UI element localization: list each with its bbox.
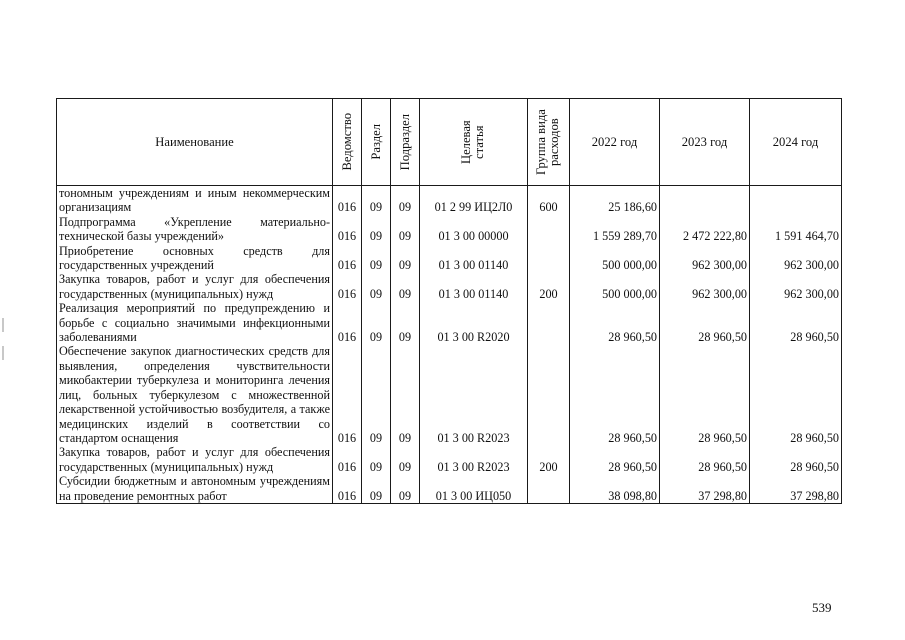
table-row xyxy=(57,186,842,215)
row-subsection: 09 xyxy=(391,244,420,273)
row-subsection: 09 xyxy=(391,344,420,445)
row-subsection: 09 xyxy=(391,215,420,244)
row-dept: 016 xyxy=(333,301,362,344)
row-2024: 1 591 464,70 xyxy=(750,215,842,244)
row-dept: 016 xyxy=(333,244,362,273)
row-target: 01 3 00 R2023 xyxy=(420,445,528,474)
row-2022: 28 960,50 xyxy=(570,445,660,474)
row-subsection: 09 xyxy=(391,186,420,215)
row-2023: 962 300,00 xyxy=(660,272,750,301)
row-section: 09 xyxy=(362,186,391,215)
scan-artifact xyxy=(2,346,4,360)
row-target: 01 3 00 R2023 xyxy=(420,344,528,445)
table-row xyxy=(57,272,842,301)
header-target: Целевая статья xyxy=(420,99,528,186)
header-expense-group: Группа вида расходов xyxy=(528,99,570,186)
row-target: 01 3 00 01140 xyxy=(420,272,528,301)
header-section: Раздел xyxy=(362,99,391,186)
row-2024: 28 960,50 xyxy=(750,445,842,474)
row-2024: 962 300,00 xyxy=(750,244,842,273)
row-dept: 016 xyxy=(333,215,362,244)
header-2024: 2024 год xyxy=(750,99,842,186)
row-name: тономным учреждениям и иным некоммерческим организациям xyxy=(57,186,333,215)
row-section: 09 xyxy=(362,474,391,503)
row-name: Реализация мероприятий по предупреждению и борьбе с социально значимыми инфекционными заболеваниями xyxy=(57,301,333,344)
row-group xyxy=(528,344,570,445)
row-name: Приобретение основных средств для государственных учреждений xyxy=(57,244,333,273)
row-dept: 016 xyxy=(333,474,362,503)
row-section: 09 xyxy=(362,301,391,344)
budget-table xyxy=(56,98,842,504)
table-row xyxy=(57,244,842,273)
row-name: Закупка товаров, работ и услуг для обеспечения государственных (муниципальных) нужд xyxy=(57,272,333,301)
table-header-row xyxy=(57,99,842,186)
row-2024: 962 300,00 xyxy=(750,272,842,301)
row-2023: 28 960,50 xyxy=(660,344,750,445)
header-name: Наименование xyxy=(57,99,333,186)
row-group xyxy=(528,244,570,273)
row-subsection: 09 xyxy=(391,474,420,503)
row-2024: 28 960,50 xyxy=(750,301,842,344)
row-section: 09 xyxy=(362,445,391,474)
row-2022: 28 960,50 xyxy=(570,344,660,445)
row-name: Подпрограмма «Укрепление материально-технической базы учреждений» xyxy=(57,215,333,244)
table-row xyxy=(57,215,842,244)
row-section: 09 xyxy=(362,215,391,244)
row-dept: 016 xyxy=(333,344,362,445)
row-subsection: 09 xyxy=(391,272,420,301)
row-name: Закупка товаров, работ и услуг для обеспечения государственных (муниципальных) нужд xyxy=(57,445,333,474)
row-2023: 37 298,80 xyxy=(660,474,750,503)
header-subsection: Подраздел xyxy=(391,99,420,186)
row-name: Обеспечение закупок диагностических средств для выявления, определения чувствительности микобактерии туберкулеза и мониторинга лечения лиц, больных туберкулезом с множественной лекарственной устойчивостью возбудителя, а также медицинских изделий в соответствии со стандартом оснащения xyxy=(57,344,333,445)
row-group: 200 xyxy=(528,272,570,301)
row-dept: 016 xyxy=(333,186,362,215)
row-2023: 962 300,00 xyxy=(660,244,750,273)
row-2023: 28 960,50 xyxy=(660,301,750,344)
row-2022: 500 000,00 xyxy=(570,272,660,301)
row-section: 09 xyxy=(362,244,391,273)
header-dept: Ведомство xyxy=(333,99,362,186)
row-section: 09 xyxy=(362,272,391,301)
table-row xyxy=(57,474,842,503)
row-name: Субсидии бюджетным и автономным учреждениям на проведение ремонтных работ xyxy=(57,474,333,503)
row-target: 01 3 00 R2020 xyxy=(420,301,528,344)
table-row xyxy=(57,301,842,344)
row-subsection: 09 xyxy=(391,301,420,344)
row-2023: 28 960,50 xyxy=(660,445,750,474)
row-target: 01 3 00 00000 xyxy=(420,215,528,244)
table-row xyxy=(57,344,842,445)
row-2024 xyxy=(750,186,842,215)
row-2024: 28 960,50 xyxy=(750,344,842,445)
row-2022: 25 186,60 xyxy=(570,186,660,215)
row-2022: 500 000,00 xyxy=(570,244,660,273)
row-target: 01 3 00 ИЦ050 xyxy=(420,474,528,503)
row-subsection: 09 xyxy=(391,445,420,474)
row-target: 01 2 99 ИЦ2Л0 xyxy=(420,186,528,215)
page-number: 539 xyxy=(812,600,832,615)
row-2022: 38 098,80 xyxy=(570,474,660,503)
row-group xyxy=(528,301,570,344)
row-dept: 016 xyxy=(333,445,362,474)
row-group: 600 xyxy=(528,186,570,215)
row-2023: 2 472 222,80 xyxy=(660,215,750,244)
table-row xyxy=(57,445,842,474)
header-2022: 2022 год xyxy=(570,99,660,186)
row-section: 09 xyxy=(362,344,391,445)
row-2024: 37 298,80 xyxy=(750,474,842,503)
row-group: 200 xyxy=(528,445,570,474)
header-2023: 2023 год xyxy=(660,99,750,186)
row-dept: 016 xyxy=(333,272,362,301)
scan-artifact xyxy=(2,318,4,332)
row-group xyxy=(528,474,570,503)
row-2023 xyxy=(660,186,750,215)
row-2022: 1 559 289,70 xyxy=(570,215,660,244)
row-group xyxy=(528,215,570,244)
row-target: 01 3 00 01140 xyxy=(420,244,528,273)
row-2022: 28 960,50 xyxy=(570,301,660,344)
